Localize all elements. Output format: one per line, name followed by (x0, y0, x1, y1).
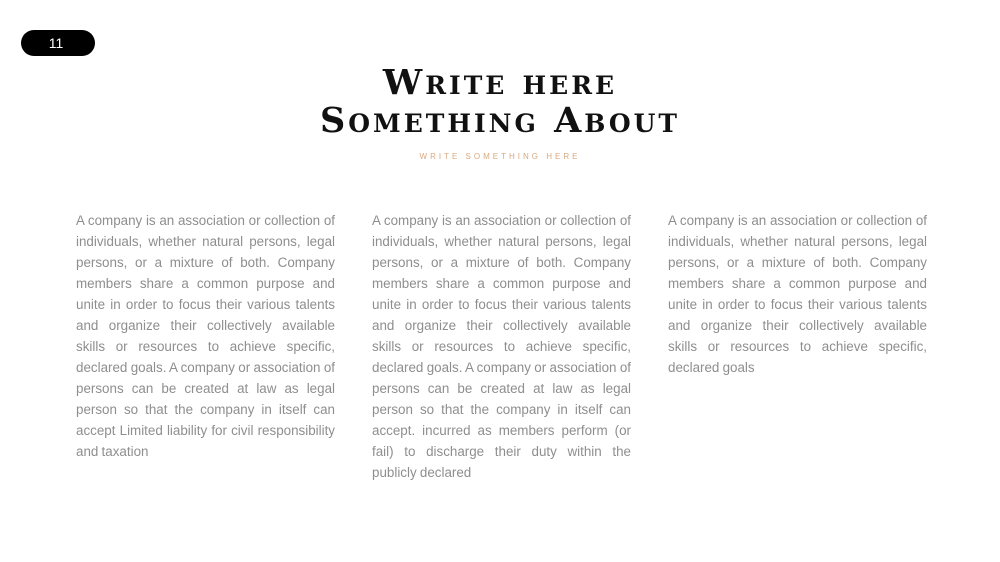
page-number-badge (21, 30, 95, 56)
text-column-1: A company is an association or collection of individuals, whether natural persons, legal persons, or a mixture of both. Company members share a common purpose and unite in order to focus their various talents and organize their collectively available skills or resources to achieve specific, declared goals. A company or association of persons can be created at law as legal person so that the company in itself can accept Limited liability for civil responsibility and taxation (76, 213, 335, 460)
title-line-2: Something About (319, 100, 681, 141)
page-number: 11 (48, 35, 64, 51)
text-columns (76, 197, 928, 517)
slide-subtitle: WRITE SOMETHING HERE (419, 152, 581, 161)
title-line-1: Write here (382, 62, 618, 103)
text-column-3: A company is an association or collection of individuals, whether natural persons, legal persons, or a mixture of both. Company members share a common purpose and unite in order to focus their various talents and organize their collectively available skills or resources to achieve specific, declared goals (668, 213, 927, 376)
text-column-2: A company is an association or collection of individuals, whether natural persons, legal persons, or a mixture of both. Company members share a common purpose and unite in order to focus their various talents and organize their collectively available skills or resources to achieve specific, declared goals. A company or association of persons can be created at law as legal person so that the company in itself can accept. incurred as members perform (or fail) to discharge their duty within the publicly declared (372, 213, 631, 481)
slide-title (0, 64, 1000, 140)
